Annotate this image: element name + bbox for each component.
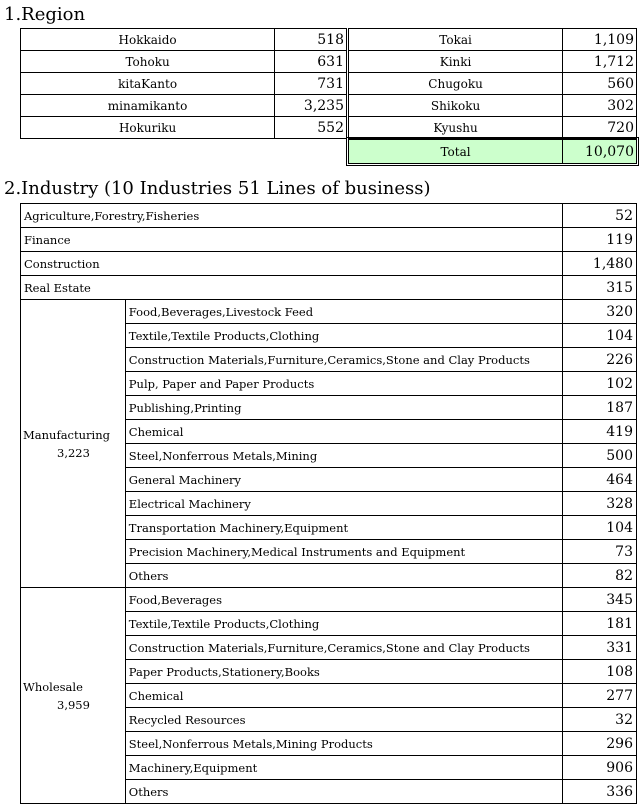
wholesale-total: 3,959 <box>57 697 90 712</box>
table-row: Electrical Machinery 328 <box>21 492 637 516</box>
region-row: Tokai 1,109 <box>349 29 637 51</box>
table-row: Chemical 277 <box>21 684 637 708</box>
manufacturing-total: 3,223 <box>57 445 90 460</box>
region-row: Hokuriku 552 <box>21 117 347 139</box>
table-row: Recycled Resources 32 <box>21 708 637 732</box>
table-row: General Machinery 464 <box>21 468 637 492</box>
table-row: Finance 119 <box>21 228 637 252</box>
region-total-row <box>349 140 637 164</box>
manufacturing-group <box>21 300 126 588</box>
region-table-left <box>20 28 347 139</box>
industry-heading: 2.Industry (10 Industries 51 Lines of business) <box>4 178 431 199</box>
wholesale-label: Wholesale <box>23 679 83 694</box>
region-heading: 1.Region <box>4 4 86 25</box>
table-row: Precision Machinery,Medical Instruments and Equipment 73 <box>21 540 637 564</box>
table-row: Textile,Textile Products,Clothing 104 <box>21 324 637 348</box>
region-row: Tohoku 631 <box>21 51 347 73</box>
total-value: 10,070 <box>563 140 637 164</box>
table-row: Chemical 419 <box>21 420 637 444</box>
table-row: Real Estate 315 <box>21 276 637 300</box>
table-row: Wholesale 3,959 Food,Beverages 345 <box>21 588 637 612</box>
table-row: Publishing,Printing 187 <box>21 396 637 420</box>
industry-table <box>20 203 637 804</box>
table-row: Transportation Machinery,Equipment 104 <box>21 516 637 540</box>
region-row: Hokkaido 518 <box>21 29 347 51</box>
region-row: Shikoku 302 <box>349 95 637 117</box>
total-label: Total <box>349 140 563 164</box>
region-row: kitaKanto 731 <box>21 73 347 95</box>
manufacturing-label: Manufacturing <box>23 427 110 442</box>
region-total-table <box>348 139 637 164</box>
region-row: Kinki 1,712 <box>349 51 637 73</box>
region-table-right <box>348 28 637 139</box>
region-row: Chugoku 560 <box>349 73 637 95</box>
table-row: Agriculture,Forestry,Fisheries 52 <box>21 204 637 228</box>
table-row: Construction Materials,Furniture,Ceramics,Stone and Clay Products 331 <box>21 636 637 660</box>
region-row: minamikanto 3,235 <box>21 95 347 117</box>
table-row: Construction Materials,Furniture,Ceramics,Stone and Clay Products 226 <box>21 348 637 372</box>
table-row: Steel,Nonferrous Metals,Mining Products 296 <box>21 732 637 756</box>
table-row: Manufacturing 3,223 Food,Beverages,Livestock Feed 320 <box>21 300 637 324</box>
table-row: Machinery,Equipment 906 <box>21 756 637 780</box>
region-row: Kyushu 720 <box>349 117 637 139</box>
table-row: Pulp, Paper and Paper Products 102 <box>21 372 637 396</box>
wholesale-group <box>21 588 126 804</box>
table-row: Paper Products,Stationery,Books 108 <box>21 660 637 684</box>
table-row: Steel,Nonferrous Metals,Mining 500 <box>21 444 637 468</box>
table-row: Others 82 <box>21 564 637 588</box>
table-row: Textile,Textile Products,Clothing 181 <box>21 612 637 636</box>
table-row: Construction 1,480 <box>21 252 637 276</box>
table-row: Others 336 <box>21 780 637 804</box>
